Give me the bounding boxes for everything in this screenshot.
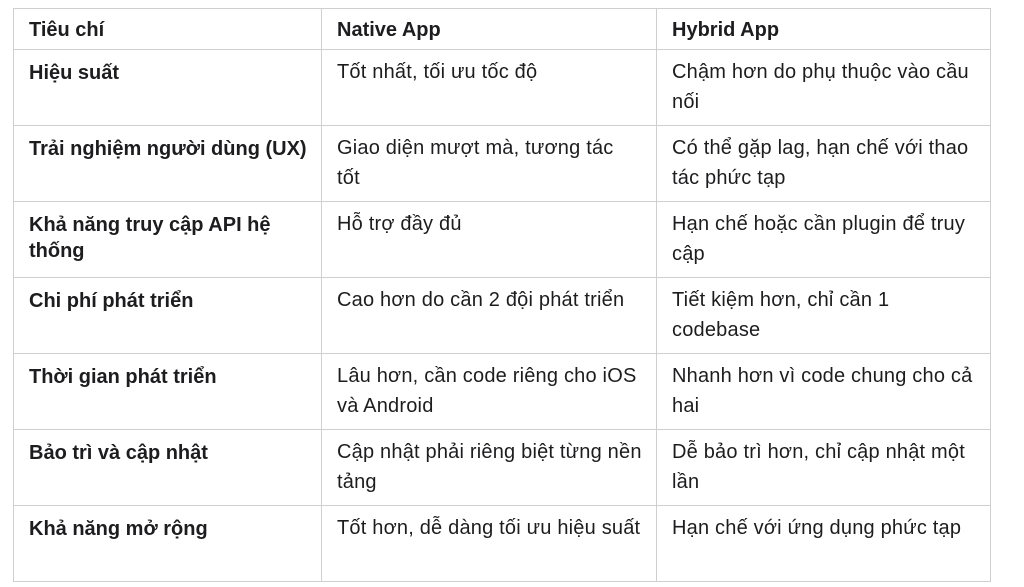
table-row — [14, 278, 991, 354]
native-cell: Tốt nhất, tối ưu tốc độ — [322, 50, 657, 126]
hybrid-cell: Dễ bảo trì hơn, chỉ cập nhật một lần — [657, 430, 991, 506]
hybrid-cell: Có thể gặp lag, hạn chế với thao tác phức tạp — [657, 126, 991, 202]
criterion-cell: Khả năng mở rộng — [14, 506, 322, 582]
header-criteria: Tiêu chí — [14, 9, 322, 50]
hybrid-cell: Nhanh hơn vì code chung cho cả hai — [657, 354, 991, 430]
hybrid-cell: Hạn chế hoặc cần plugin để truy cập — [657, 202, 991, 278]
comparison-table-container — [13, 8, 990, 582]
hybrid-cell: Chậm hơn do phụ thuộc vào cầu nối — [657, 50, 991, 126]
table-row — [14, 506, 991, 582]
native-cell: Tốt hơn, dễ dàng tối ưu hiệu suất — [322, 506, 657, 582]
criterion-cell: Thời gian phát triển — [14, 354, 322, 430]
header-hybrid-app: Hybrid App — [657, 9, 991, 50]
table-row — [14, 430, 991, 506]
native-cell: Hỗ trợ đầy đủ — [322, 202, 657, 278]
table-row — [14, 126, 991, 202]
header-native-app: Native App — [322, 9, 657, 50]
native-cell: Cập nhật phải riêng biệt từng nền tảng — [322, 430, 657, 506]
criterion-cell: Hiệu suất — [14, 50, 322, 126]
hybrid-cell: Hạn chế với ứng dụng phức tạp — [657, 506, 991, 582]
native-cell: Giao diện mượt mà, tương tác tốt — [322, 126, 657, 202]
comparison-table — [13, 8, 991, 582]
hybrid-cell: Tiết kiệm hơn, chỉ cần 1 codebase — [657, 278, 991, 354]
criterion-cell: Bảo trì và cập nhật — [14, 430, 322, 506]
table-header-row — [14, 9, 991, 50]
table-row — [14, 50, 991, 126]
native-cell: Cao hơn do cần 2 đội phát triển — [322, 278, 657, 354]
table-row — [14, 354, 991, 430]
table-row — [14, 202, 991, 278]
criterion-cell: Khả năng truy cập API hệ thống — [14, 202, 322, 278]
criterion-cell: Trải nghiệm người dùng (UX) — [14, 126, 322, 202]
criterion-cell: Chi phí phát triển — [14, 278, 322, 354]
native-cell: Lâu hơn, cần code riêng cho iOS và Android — [322, 354, 657, 430]
